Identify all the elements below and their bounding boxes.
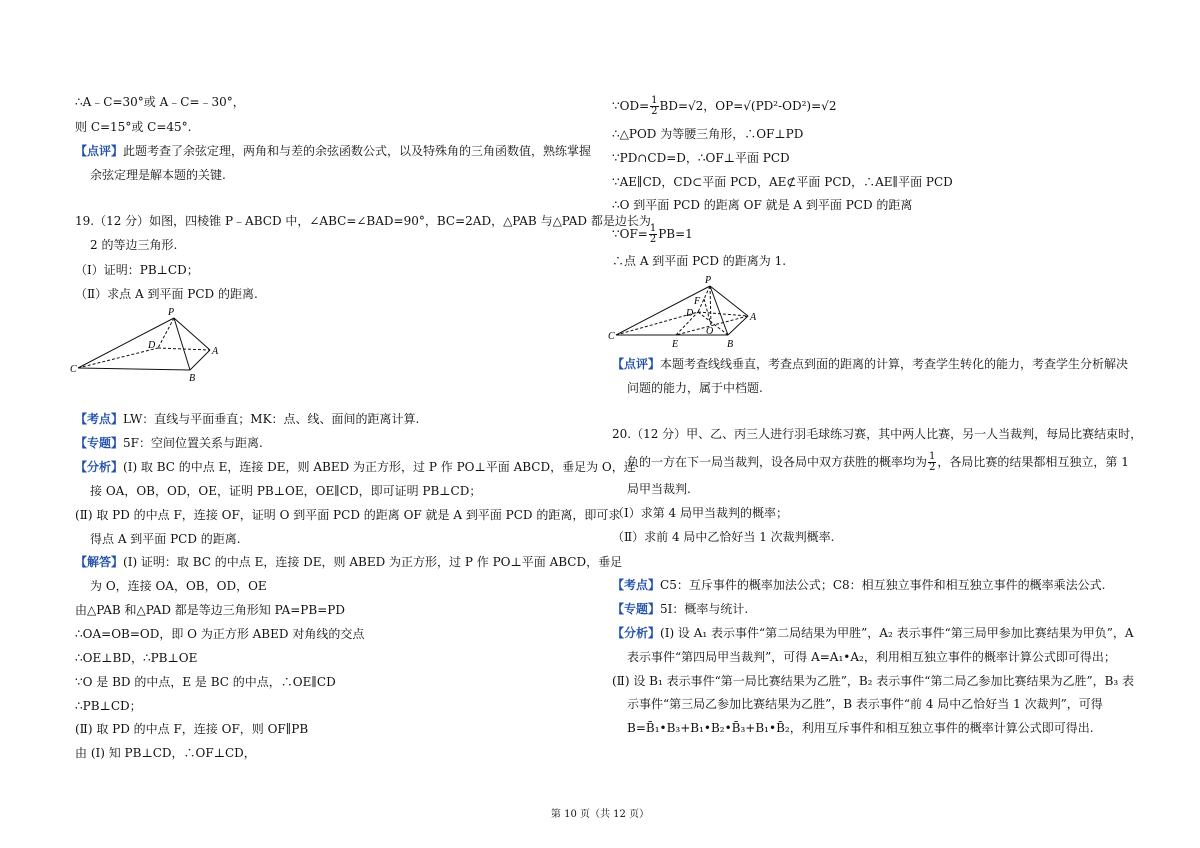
text-line: 接 OA，OB，OD，OE，证明 PB⊥OE，OE∥CD，即可证明 PB⊥CD； (90, 484, 482, 498)
text-line: ∴OA=OB=OD，即 O 为正方形 ABED 对角线的交点 (75, 627, 365, 641)
formula-line (627, 452, 1129, 473)
fraction: $\frac{1}{2}$ (651, 95, 658, 117)
formula-text: ∵OD= (612, 99, 650, 113)
label-D: D (686, 308, 694, 319)
fenxi-line (612, 624, 1134, 642)
kaodian-line (612, 576, 1105, 594)
formula-line (612, 96, 836, 117)
text-line: （Ⅰ）证明：PB⊥CD； (75, 263, 199, 277)
text-line: B=B̄₁•B₃+B₁•B₂•B̄₃+B₁•B̄₂，利用互斥事件和相互独立事件的概率计算公式即可得出. (627, 721, 1094, 735)
text-line: (Ⅱ) 设 B₁ 表示事件“第一局比赛结果为乙胜”，B₂ 表示事件“第二局乙参加比赛结果为乙胜”，B₃ 表 (612, 674, 1135, 688)
jieda-text: (Ⅰ) 证明：取 BC 的中点 E，连接 DE，则 ABED 为正方形，过 P 作 PO⊥平面 ABCD，垂足 (123, 555, 623, 569)
text-line: 为 O，连接 OA，OB，OD，OE (90, 579, 267, 593)
text-line: ∴A﹣C=30°或 A﹣C=﹣30°， (75, 95, 245, 109)
text-line: ∵O 是 BD 的中点，E 是 BC 的中点，∴OE∥CD (75, 675, 336, 689)
text-line: 问题的能力，属于中档题. (627, 381, 763, 395)
label-O: O (706, 326, 714, 337)
zhuanti-text: 5I：概率与统计. (660, 602, 749, 616)
text-line: (Ⅱ) 取 PD 的中点 F，连接 OF，则 OF∥PB (75, 722, 309, 736)
label-P: P (168, 307, 175, 318)
dianping-tag: 【点评】 (612, 357, 661, 371)
formula-text: PB=1 (658, 227, 693, 241)
comment-line (75, 142, 591, 160)
question-20-title: 20.（12 分）甲、乙、丙三人进行羽毛球练习赛，其中两人比赛，另一人当裁判，每局比赛结束时， (612, 427, 1143, 441)
comment-text: 此题考查了余弦定理，两角和与差的余弦函数公式，以及特殊角的三角函数值，熟练掌握 (123, 144, 592, 158)
kaodian-tag: 【考点】 (75, 412, 124, 426)
jieda-line (75, 553, 622, 571)
question-19-title: 19.（12 分）如图，四棱锥 P﹣ABCD 中，∠ABC=∠BAD=90°，BC=2AD，△PAB 与△PAD 都是边长为 (75, 214, 651, 228)
label-D: D (148, 340, 156, 351)
zhuanti-line (612, 600, 748, 618)
question-text: ，各局比赛的结果都相互独立，第 1 (937, 455, 1129, 469)
formula-line (612, 224, 693, 245)
jieda-tag: 【解答】 (75, 555, 124, 569)
text-line: ∵PD∩CD=D，∴OF⊥平面 PCD (612, 151, 790, 165)
dianping-line (612, 355, 1128, 373)
label-C: C (70, 364, 77, 375)
text-line: 局甲当裁判. (627, 482, 691, 496)
kaodian-tag: 【考点】 (612, 578, 661, 592)
text-line: ∴PB⊥CD； (75, 699, 142, 713)
text-line: ∴△POD 为等腰三角形，∴OF⊥PD (612, 127, 804, 141)
text-line: 由 (Ⅰ) 知 PB⊥CD，∴OF⊥CD， (75, 746, 256, 760)
fraction: $\frac{1}{2}$ (929, 451, 936, 473)
fenxi-text: (Ⅰ) 设 A₁ 表示事件“第二局结果为甲胜”，A₂ 表示事件“第三局甲参加比赛结果为甲负”，A (660, 626, 1134, 640)
pyramid-figure (68, 304, 228, 382)
zhuanti-tag: 【专题】 (612, 602, 661, 616)
fenxi-tag: 【分析】 (75, 460, 124, 474)
formula-text: ∵OF= (612, 227, 648, 241)
text-line: ∴OE⊥BD，∴PB⊥OE (75, 651, 198, 665)
kaodian-text: C5：互斥事件的概率加法公式；C8：相互独立事件和相互独立事件的概率乘法公式. (660, 578, 1106, 592)
label-P: P (705, 275, 712, 286)
fenxi-text: (Ⅰ) 取 BC 的中点 E，连接 DE，则 ABED 为正方形，过 P 作 PO⊥平面 ABCD，垂足为 O，连 (123, 460, 636, 474)
text-line: ∴O 到平面 PCD 的距离 OF 就是 A 到平面 PCD 的距离 (612, 198, 913, 212)
label-C: C (608, 331, 615, 342)
zhuanti-tag: 【专题】 (75, 436, 124, 450)
text-line: (Ⅱ) 取 PD 的中点 F，连接 OF，证明 O 到平面 PCD 的距离 OF 就是 A 到平面 PCD 的距离，即可求 (75, 508, 621, 522)
text-line: 则 C=15°或 C=45°. (75, 120, 192, 134)
text-line: （Ⅱ）求前 4 局中乙恰好当 1 次裁判概率. (612, 530, 835, 544)
fraction: $\frac{1}{2}$ (649, 223, 657, 245)
text-line: （Ⅱ）求点 A 到平面 PCD 的距离. (75, 287, 258, 301)
text-line: ∴点 A 到平面 PCD 的距离为 1. (612, 254, 787, 268)
label-F: F (694, 296, 701, 307)
fenxi-tag: 【分析】 (612, 626, 661, 640)
text-line: （Ⅰ）求第 4 局甲当裁判的概率； (612, 506, 789, 520)
text-line: 2 的等边三角形. (90, 238, 178, 252)
zhuanti-line (75, 434, 263, 452)
text-line: 示事件“第三局乙参加比赛结果为乙胜”，B 表示事件“前 4 局中乙恰好当 1 次裁判”，可得 (627, 697, 1103, 711)
label-B: B (727, 339, 734, 350)
text-line: ∵AE∥CD，CD⊂平面 PCD，AE⊄平面 PCD，∴AE∥平面 PCD (612, 175, 953, 189)
page-footer: 第 10 页（共 12 页） (550, 809, 650, 820)
text-line: 由△PAB 和△PAD 都是等边三角形知 PA=PB=PD (75, 603, 345, 617)
label-E: E (672, 339, 679, 350)
pyramid-figure-2 (606, 272, 766, 350)
text-line: 余弦定理是解本题的关键. (90, 168, 226, 182)
text-line: 得点 A 到平面 PCD 的距离. (90, 532, 241, 546)
fenxi-line (75, 458, 636, 476)
kaodian-line (75, 410, 419, 428)
label-A: A (212, 346, 219, 357)
kaodian-text: LW：直线与平面垂直；MK：点、线、面间的距离计算. (123, 412, 420, 426)
question-text: 负的一方在下一局当裁判，设各局中双方获胜的概率均为 (627, 455, 928, 469)
label-B: B (189, 373, 196, 382)
text-line: 表示事件“第四局甲当裁判”，可得 A=A₁•A₂，利用相互独立事件的概率计算公式即可得出； (627, 650, 1116, 664)
label-A: A (750, 312, 757, 323)
dianping-text: 本题考查线线垂直，考查点到面的距离的计算，考查学生转化的能力，考查学生分析解决 (660, 357, 1129, 371)
formula-text: BD=√2，OP=√(PD²-OD²)=√2 (659, 99, 837, 113)
zhuanti-text: 5F：空间位置关系与距离. (123, 436, 263, 450)
comment-tag: 【点评】 (75, 144, 124, 158)
